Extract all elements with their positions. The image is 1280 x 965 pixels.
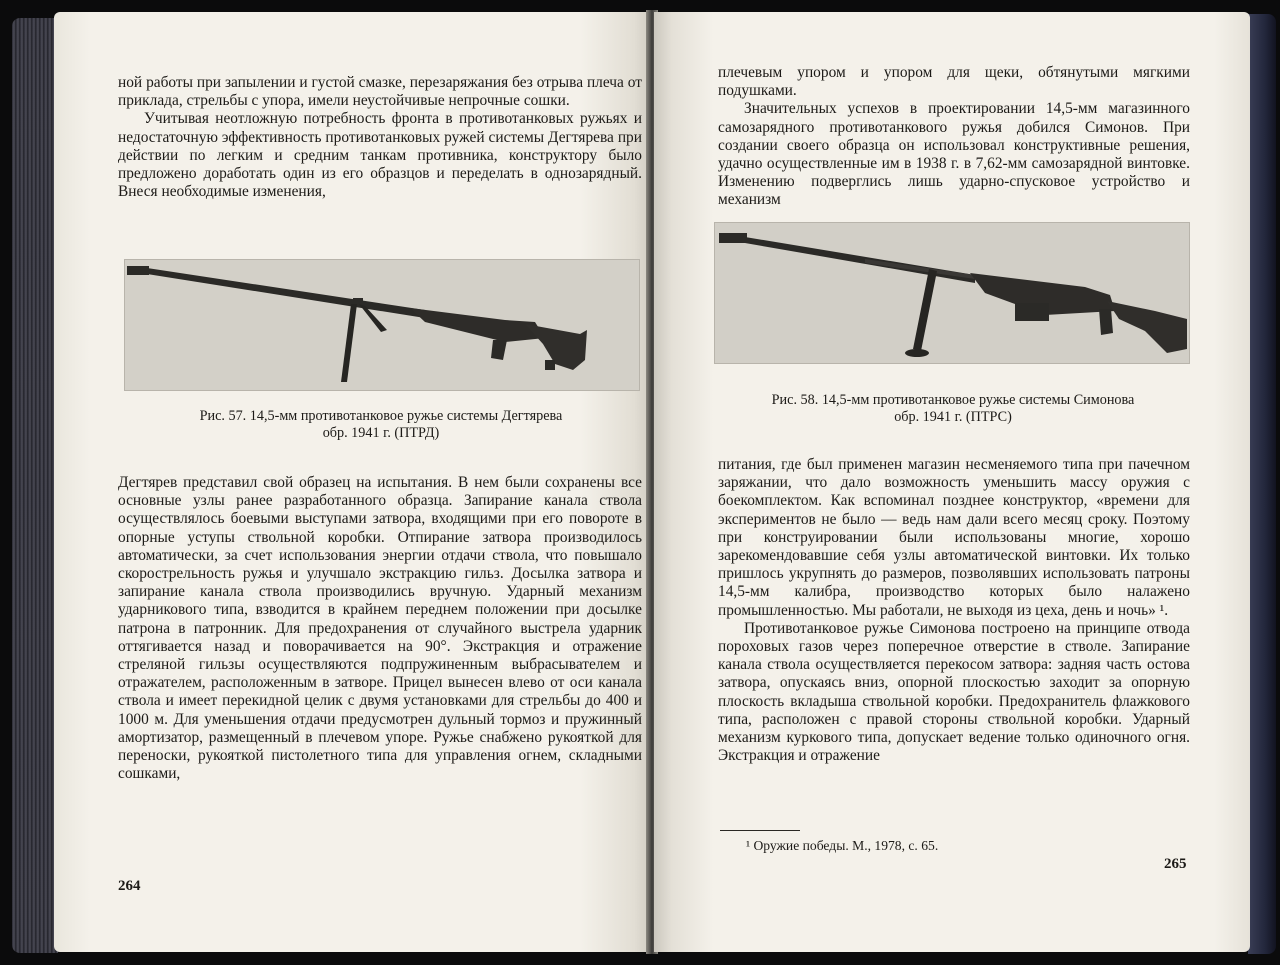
figure-57-ptrd-photo: [124, 259, 640, 391]
figure-57-caption-line2: обр. 1941 г. (ПТРД): [322, 425, 440, 441]
right-text-top: [718, 64, 1190, 210]
right-paragraph-4: Противотанковое ружье Симонова построено на принципе отвода пороховых газов через поперечное отверстие в стволе. Запирание канала ствола осуществляется перекосом затвора: задняя часть остова затвора, опускаясь вниз, опорной плоскостью заходит за опорную плоскость вкладыша ствольной коробки. Предохранитель флажкового типа, расположен с правой стороны ствольной коробки. Ударный механизм куркового типа, допускает ведение только одиночного огня. Экстракция и отражение: [718, 619, 1190, 765]
ptrs-rifle-image: [715, 223, 1189, 363]
left-page-number: 264: [118, 878, 141, 894]
left-paragraph-1: ной работы при запылении и густой смазке, перезаряжания без отрыва плеча от приклада, стрельбы с упора, имели неустойчивые непрочные сошки.: [118, 74, 642, 110]
right-paragraph-3: питания, где был применен магазин несменяемого типа при пачечном заряжании, что дало возможность уменьшить массу оружия с боекомплектом. Как вспоминал позднее конструктор, «времени для экспериментов не было — ведь нам дали всего месяц сроку. Поэтому при конструировании были использованы многие, хорошо зарекомендовавшие себя узлы автоматической винтовки. Их только пришлось укрупнять до размеров, позволявших использовать патроны 14,5-мм калибра, производство которых было налажено промышленностью. Мы работали, не выходя из цеха, день и ночь» ¹.: [718, 456, 1190, 619]
figure-58-caption-line1: Рис. 58. 14,5-мм противотанковое ружье системы Симонова: [771, 392, 1135, 408]
right-page-number: 265: [1164, 856, 1187, 872]
footnote-rule: [720, 830, 800, 831]
right-text-bottom: [718, 456, 1190, 765]
right-paragraph-2: Значительных успехов в проектировании 14,5-мм магазинного самозарядного противотанкового ружья добился Симонов. При создании своего образца он использовал конструктивные решения, удачно осуществленные им в 1938 г. в 7,62-мм самозарядной винтовке. Изменению подверглись лишь ударно-спусковое устройство и механизм: [718, 100, 1190, 209]
book-cover-edge: [1248, 14, 1276, 954]
left-paragraph-2: Учитывая неотложную потребность фронта в противотанковых ружьях и недостаточную эффективность противотанковых ружей системы Дегтярева при действии по легким и средним танкам противника, конструктору было предложено доработать один из его образцов и переделать в однозарядный. Внеся необходимые изменения,: [118, 110, 642, 201]
book-page-edges: [12, 18, 58, 953]
ptrd-rifle-image: [125, 260, 639, 390]
figure-58-ptrs-photo: [714, 222, 1190, 364]
figure-57-caption: [124, 408, 638, 442]
figure-57-caption-line1: Рис. 57. 14,5-мм противотанковое ружье системы Дегтярева: [199, 408, 563, 424]
right-page: [654, 12, 1250, 952]
left-paragraph-3: Дегтярев представил свой образец на испытания. В нем были сохранены все основные узлы ранее разработанного образца. Запирание канала ствола осуществлялось боевыми выступами затвора, входящими при его повороте в опорные уступы ствольной коробки. Отпирание затвора производилось автоматически, за счет использования энергии отдачи ствола, что повышало скорострельность ружья и улучшало экстракцию гильз. Досылка затвора и запирание канала ствола производились вручную. Ударный механизм ударникового типа, взводится в крайнем переднем положении при досылке патрона в патронник. Для предохранения от случайного выстрела ударник оттягивается назад и поворачивается на 90°. Экстракция и отражение стреляной гильзы осуществляются подпружиненным выбрасывателем и отражателем, расположенным в затворе. Прицел вынесен влево от оси канала ствола и имеет перекидной целик с двумя установками для стрельбы до 400 и 1000 м. Для уменьшения отдачи предусмотрен дульный тормоз и пружинный амортизатор, размещенный в плечевом упоре. Ружье снабжено рукояткой для переноски, рукояткой пистолетного типа для управления огнем, складными сошками,: [118, 474, 642, 783]
left-page: [54, 12, 652, 952]
footnote: ¹ Оружие победы. М., 1978, с. 65.: [746, 838, 939, 853]
figure-58-caption: [716, 392, 1190, 426]
left-text-top: [118, 74, 642, 201]
right-paragraph-1: плечевым упором и упором для щеки, обтянутыми мягкими подушками.: [718, 64, 1190, 100]
left-text-bottom: [118, 474, 642, 783]
figure-58-caption-line2: обр. 1941 г. (ПТРС): [894, 409, 1012, 425]
